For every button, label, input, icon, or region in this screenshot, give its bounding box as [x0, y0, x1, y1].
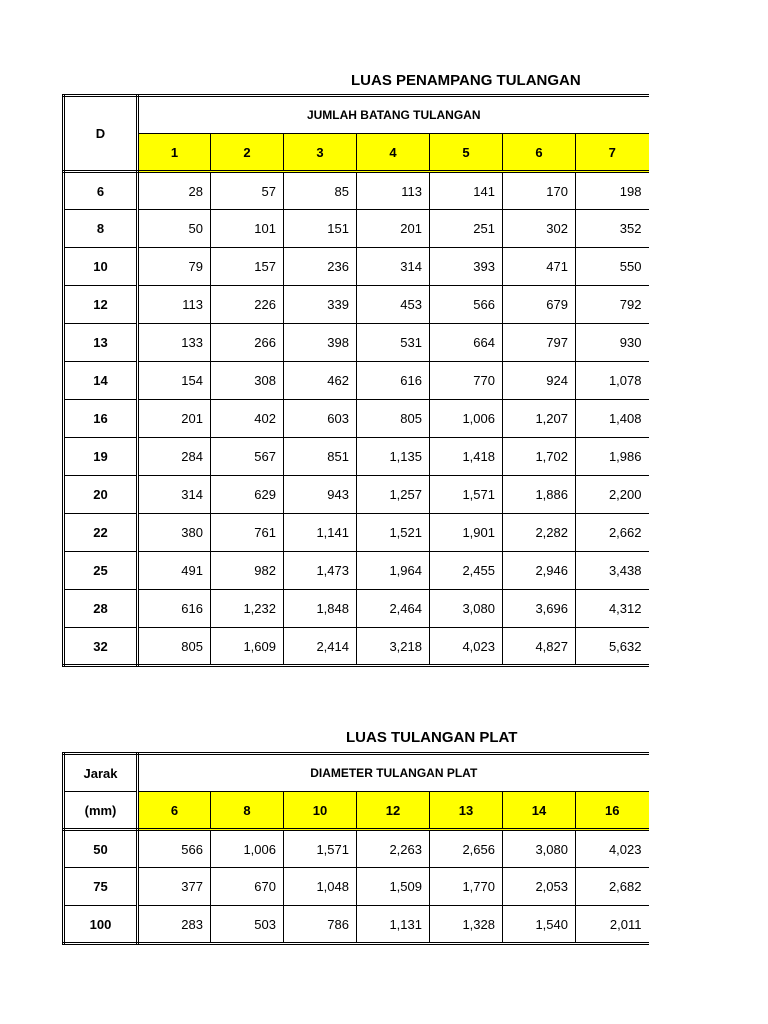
- diameter-cell: 14: [64, 362, 138, 400]
- area-cell: 2,282: [503, 514, 576, 552]
- area-cell: 380: [138, 514, 211, 552]
- area-cell: 1,135: [357, 438, 430, 476]
- area-cell: 1,048: [284, 868, 357, 906]
- diameter-cell: 16: [64, 400, 138, 438]
- area-cell: 567: [211, 438, 284, 476]
- area-cell: 982: [211, 552, 284, 590]
- table-row: [64, 438, 649, 476]
- area-cell: 1,473: [284, 552, 357, 590]
- area-cell: 2,656: [430, 830, 503, 868]
- area-cell: 471: [503, 248, 576, 286]
- area-cell: 1,571: [430, 476, 503, 514]
- column-header: 6: [503, 134, 576, 172]
- diameter-cell: 28: [64, 590, 138, 628]
- table-row: [64, 210, 649, 248]
- area-cell: 603: [284, 400, 357, 438]
- table-row: [64, 514, 649, 552]
- table2-title: LUAS TULANGAN PLAT: [346, 729, 518, 746]
- spacing-cell: 75: [64, 868, 138, 906]
- area-cell: 151: [284, 210, 357, 248]
- area-cell: 1,540: [503, 906, 576, 944]
- area-cell: 3,080: [503, 830, 576, 868]
- header-row: [64, 96, 649, 134]
- area-cell: 3,218: [357, 628, 430, 666]
- table-row: [64, 172, 649, 210]
- area-cell: 1,986: [576, 438, 649, 476]
- column-header: 8: [211, 792, 284, 830]
- area-cell: 550: [576, 248, 649, 286]
- spacing-cell: 100: [64, 906, 138, 944]
- area-cell: 85: [284, 172, 357, 210]
- area-cell: 664: [430, 324, 503, 362]
- area-cell: 314: [357, 248, 430, 286]
- diameter-cell: 25: [64, 552, 138, 590]
- table-row: [64, 324, 649, 362]
- table-row: [64, 830, 649, 868]
- diameter-cell: 8: [64, 210, 138, 248]
- area-cell: 2,263: [357, 830, 430, 868]
- area-cell: 924: [503, 362, 576, 400]
- table-row: [64, 400, 649, 438]
- area-cell: 1,571: [284, 830, 357, 868]
- area-cell: 1,770: [430, 868, 503, 906]
- area-cell: 930: [576, 324, 649, 362]
- area-cell: 1,418: [430, 438, 503, 476]
- area-cell: 1,609: [211, 628, 284, 666]
- table-row: [64, 476, 649, 514]
- area-cell: 2,053: [503, 868, 576, 906]
- area-cell: 3,438: [576, 552, 649, 590]
- row-header-mm: (mm): [64, 792, 138, 830]
- area-cell: 462: [284, 362, 357, 400]
- diameter-cell: 10: [64, 248, 138, 286]
- area-cell: 2,946: [503, 552, 576, 590]
- area-cell: 1,408: [576, 400, 649, 438]
- area-cell: 28: [138, 172, 211, 210]
- diameter-cell: 6: [64, 172, 138, 210]
- area-cell: 3,080: [430, 590, 503, 628]
- column-header: 14: [503, 792, 576, 830]
- area-cell: 170: [503, 172, 576, 210]
- area-cell: 352: [576, 210, 649, 248]
- area-cell: 314: [138, 476, 211, 514]
- row-header-d: D: [64, 96, 138, 172]
- area-cell: 393: [430, 248, 503, 286]
- area-cell: 133: [138, 324, 211, 362]
- area-cell: 79: [138, 248, 211, 286]
- area-cell: 4,312: [576, 590, 649, 628]
- area-cell: 566: [430, 286, 503, 324]
- area-cell: 157: [211, 248, 284, 286]
- diameter-cell: 12: [64, 286, 138, 324]
- rebar-area-table: [62, 94, 649, 667]
- area-cell: 1,509: [357, 868, 430, 906]
- area-cell: 1,257: [357, 476, 430, 514]
- diameter-cell: 19: [64, 438, 138, 476]
- area-cell: 805: [357, 400, 430, 438]
- area-cell: 4,827: [503, 628, 576, 666]
- row-header-jarak: Jarak: [64, 754, 138, 792]
- diameter-cell: 32: [64, 628, 138, 666]
- area-cell: 4,023: [576, 830, 649, 868]
- column-header: 4: [357, 134, 430, 172]
- area-cell: 943: [284, 476, 357, 514]
- area-cell: 201: [357, 210, 430, 248]
- area-cell: 2,455: [430, 552, 503, 590]
- area-cell: 531: [357, 324, 430, 362]
- area-cell: 491: [138, 552, 211, 590]
- area-cell: 398: [284, 324, 357, 362]
- area-cell: 284: [138, 438, 211, 476]
- column-header: 6: [138, 792, 211, 830]
- spacing-cell: 50: [64, 830, 138, 868]
- area-cell: 266: [211, 324, 284, 362]
- column-header: 1: [138, 134, 211, 172]
- area-cell: 1,901: [430, 514, 503, 552]
- area-cell: 50: [138, 210, 211, 248]
- table1-title: LUAS PENAMPANG TULANGAN: [351, 72, 581, 89]
- area-cell: 2,662: [576, 514, 649, 552]
- area-cell: 792: [576, 286, 649, 324]
- table-row: [64, 628, 649, 666]
- area-cell: 679: [503, 286, 576, 324]
- area-cell: 851: [284, 438, 357, 476]
- table-row: [64, 590, 649, 628]
- area-cell: 1,141: [284, 514, 357, 552]
- area-cell: 786: [284, 906, 357, 944]
- column-header-row: [64, 134, 649, 172]
- area-cell: 57: [211, 172, 284, 210]
- area-cell: 377: [138, 868, 211, 906]
- area-cell: 2,011: [576, 906, 649, 944]
- area-cell: 2,464: [357, 590, 430, 628]
- column-header: 10: [284, 792, 357, 830]
- area-cell: 283: [138, 906, 211, 944]
- area-cell: 141: [430, 172, 503, 210]
- area-cell: 113: [138, 286, 211, 324]
- area-cell: 1,328: [430, 906, 503, 944]
- group-header: JUMLAH BATANG TULANGAN: [138, 96, 649, 134]
- column-header: 13: [430, 792, 503, 830]
- diameter-cell: 20: [64, 476, 138, 514]
- area-cell: 616: [357, 362, 430, 400]
- area-cell: 453: [357, 286, 430, 324]
- area-cell: 1,232: [211, 590, 284, 628]
- area-cell: 308: [211, 362, 284, 400]
- area-cell: 1,006: [430, 400, 503, 438]
- area-cell: 101: [211, 210, 284, 248]
- area-cell: 1,848: [284, 590, 357, 628]
- area-cell: 503: [211, 906, 284, 944]
- area-cell: 4,023: [430, 628, 503, 666]
- area-cell: 1,131: [357, 906, 430, 944]
- column-header: 5: [430, 134, 503, 172]
- table-row: [64, 552, 649, 590]
- area-cell: 339: [284, 286, 357, 324]
- area-cell: 1,521: [357, 514, 430, 552]
- column-header: 7: [576, 134, 649, 172]
- plate-rebar-table: [62, 752, 649, 945]
- header-row: [64, 754, 649, 792]
- area-cell: 2,682: [576, 868, 649, 906]
- area-cell: 201: [138, 400, 211, 438]
- area-cell: 2,200: [576, 476, 649, 514]
- diameter-cell: 13: [64, 324, 138, 362]
- table-row: [64, 868, 649, 906]
- area-cell: 770: [430, 362, 503, 400]
- table-row: [64, 362, 649, 400]
- area-cell: 226: [211, 286, 284, 324]
- area-cell: 1,078: [576, 362, 649, 400]
- column-header: 12: [357, 792, 430, 830]
- column-header: 16: [576, 792, 649, 830]
- area-cell: 805: [138, 628, 211, 666]
- column-header-row: [64, 792, 649, 830]
- group-header: DIAMETER TULANGAN PLAT: [138, 754, 649, 792]
- area-cell: 1,207: [503, 400, 576, 438]
- area-cell: 761: [211, 514, 284, 552]
- area-cell: 302: [503, 210, 576, 248]
- area-cell: 154: [138, 362, 211, 400]
- area-cell: 797: [503, 324, 576, 362]
- area-cell: 2,414: [284, 628, 357, 666]
- area-cell: 402: [211, 400, 284, 438]
- area-cell: 236: [284, 248, 357, 286]
- area-cell: 1,006: [211, 830, 284, 868]
- area-cell: 1,886: [503, 476, 576, 514]
- area-cell: 670: [211, 868, 284, 906]
- column-header: 2: [211, 134, 284, 172]
- column-header: 3: [284, 134, 357, 172]
- area-cell: 1,702: [503, 438, 576, 476]
- table-row: [64, 906, 649, 944]
- area-cell: 198: [576, 172, 649, 210]
- area-cell: 3,696: [503, 590, 576, 628]
- diameter-cell: 22: [64, 514, 138, 552]
- area-cell: 629: [211, 476, 284, 514]
- table-row: [64, 248, 649, 286]
- area-cell: 5,632: [576, 628, 649, 666]
- area-cell: 113: [357, 172, 430, 210]
- table-row: [64, 286, 649, 324]
- area-cell: 566: [138, 830, 211, 868]
- area-cell: 251: [430, 210, 503, 248]
- area-cell: 616: [138, 590, 211, 628]
- area-cell: 1,964: [357, 552, 430, 590]
